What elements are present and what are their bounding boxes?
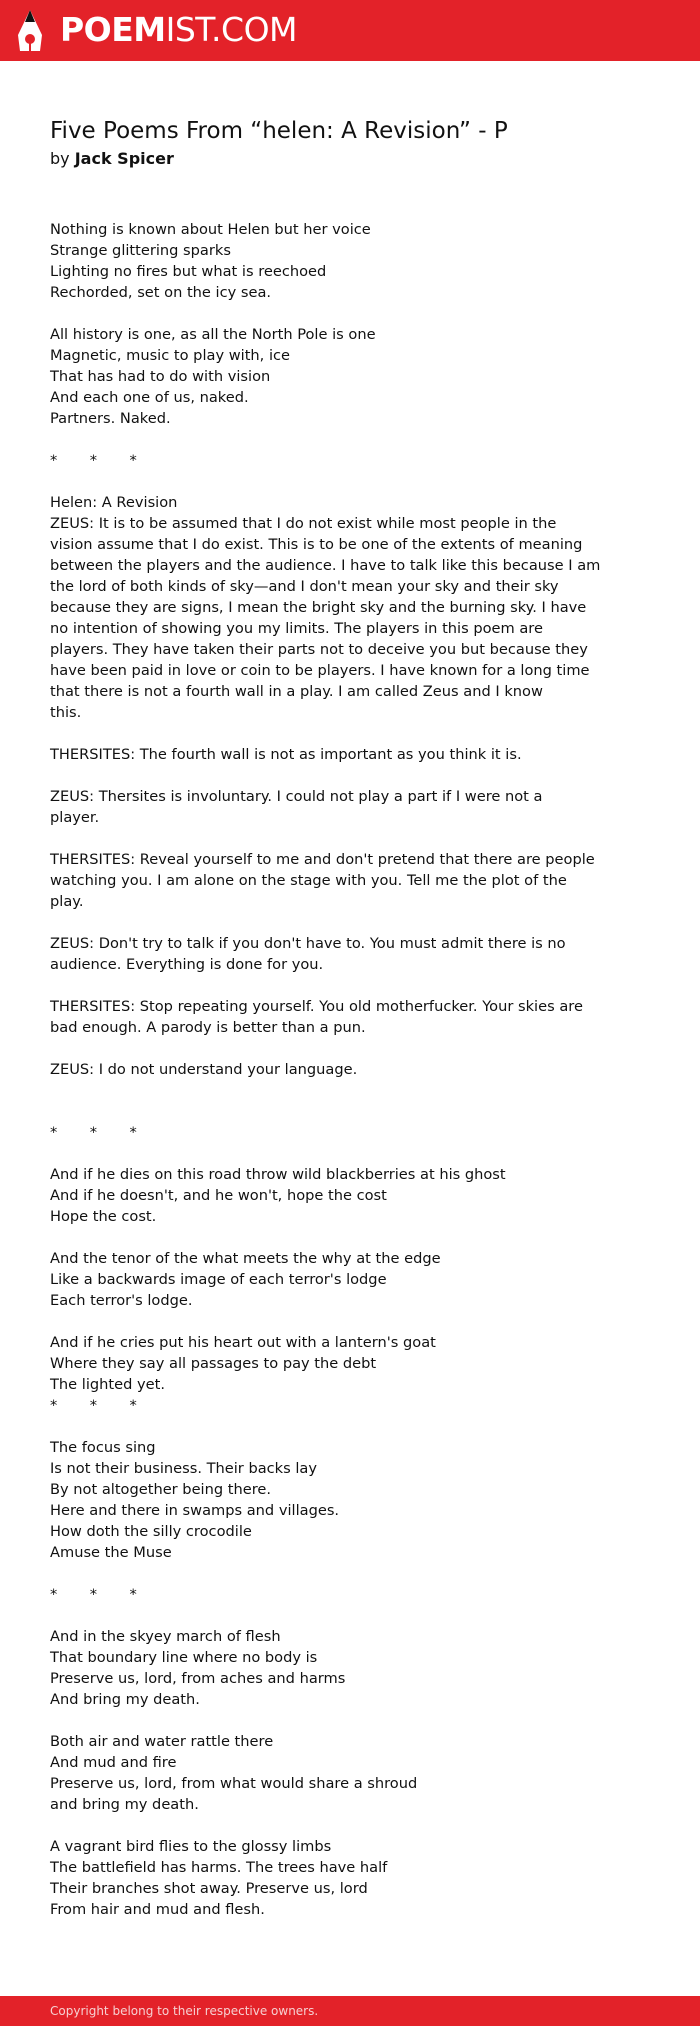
- poem-line: Hope the cost.: [50, 1208, 157, 1225]
- copyright-notice: Copyright belong to their respective owners.: [50, 2004, 319, 2018]
- site-footer: [0, 1996, 700, 2026]
- poem-line: Preserve us, lord, from what would share a shroud: [50, 1775, 418, 1792]
- poem-line: That boundary line where no body is: [50, 1649, 318, 1666]
- poem-line: the lord of both kinds of sky—and I don't mean your sky and their sky: [50, 578, 559, 595]
- poem-line: Here and there in swamps and villages.: [50, 1502, 340, 1519]
- poem-line: THERSITES: Stop repeating yourself. You old motherfucker. Your skies are: [50, 998, 583, 1015]
- pen-nib-logo-icon[interactable]: [17, 9, 43, 52]
- poem-line: Partners. Naked.: [50, 410, 171, 427]
- poem-line: And bring my death.: [50, 1691, 200, 1708]
- poem-line: play.: [50, 893, 84, 910]
- section-divider: * * *: [50, 1397, 137, 1414]
- by-label: by: [50, 149, 70, 168]
- dialogue-block: [50, 1059, 570, 1080]
- author-name[interactable]: Jack Spicer: [74, 149, 174, 168]
- section-divider: * * *: [50, 452, 137, 469]
- poem-line: The focus sing: [50, 1439, 156, 1456]
- poem-line: vision assume that I do exist. This is to be one of the extents of meaning: [50, 536, 583, 553]
- poem-line: this.: [50, 704, 82, 721]
- poem-line: Each terror's lodge.: [50, 1292, 193, 1309]
- poem-line: Rechorded, set on the icy sea.: [50, 284, 272, 301]
- site-header: [0, 0, 700, 61]
- poem-line: players. They have taken their parts not to deceive you but because they: [50, 641, 588, 658]
- dialogue-block: [50, 744, 570, 765]
- poem-line: that there is not a fourth wall in a play. I am called Zeus and I know: [50, 683, 543, 700]
- poem-line: All history is one, as all the North Pole is one: [50, 326, 376, 343]
- poem-line: between the players and the audience. I have to talk like this because I am: [50, 557, 601, 574]
- poem-line: From hair and mud and flesh.: [50, 1901, 265, 1918]
- poem-line: The battlefield has harms. The trees have half: [50, 1859, 388, 1876]
- stanza: [50, 1437, 570, 1563]
- dialogue-block: [50, 849, 595, 912]
- poem-line: THERSITES: Reveal yourself to me and don't pretend that there are people: [50, 851, 595, 868]
- stanza: [50, 1731, 570, 1815]
- poem-line: And mud and fire: [50, 1754, 177, 1771]
- poem-line: By not altogether being there.: [50, 1481, 272, 1498]
- poem-line: Where they say all passages to pay the debt: [50, 1355, 377, 1372]
- poem-line: And in the skyey march of flesh: [50, 1628, 281, 1645]
- logo-bold-text: POEM: [60, 10, 166, 49]
- stanza: [50, 219, 570, 303]
- section-heading: Helen: A Revision: [50, 494, 178, 511]
- poem-line: Magnetic, music to play with, ice: [50, 347, 291, 364]
- section-divider: * * *: [50, 1586, 137, 1603]
- poem-title: Five Poems From “helen: A Revision” - P: [50, 118, 508, 144]
- logo-light-text: IST.COM: [165, 10, 298, 49]
- poem-line: THERSITES: The fourth wall is not as important as you think it is.: [50, 746, 522, 763]
- poem-line: The lighted yet.: [50, 1376, 165, 1393]
- poem-line: bad enough. A parody is better than a pun.: [50, 1019, 366, 1036]
- site-logo[interactable]: [60, 10, 297, 50]
- stanza: [50, 1248, 570, 1311]
- poem-line: Like a backwards image of each terror's lodge: [50, 1271, 387, 1288]
- stanza: [50, 1332, 570, 1395]
- poem-line: And each one of us, naked.: [50, 389, 249, 406]
- poem-body: [50, 219, 601, 1920]
- stanza: [50, 324, 570, 429]
- poem-line: How doth the silly crocodile: [50, 1523, 252, 1540]
- poem-line: have been paid in love or coin to be players. I have known for a long time: [50, 662, 590, 679]
- poem-line: Amuse the Muse: [50, 1544, 172, 1561]
- stanza: [50, 1164, 570, 1227]
- section-divider: * * *: [50, 1124, 137, 1141]
- poem-line: because they are signs, I mean the bright sky and the burning sky. I have: [50, 599, 587, 616]
- byline: [50, 148, 174, 170]
- poem-line: player.: [50, 809, 100, 826]
- poem-line: no intention of showing you my limits. The players in this poem are: [50, 620, 543, 637]
- poem-line: ZEUS: Thersites is involuntary. I could not play a part if I were not a: [50, 788, 543, 805]
- dialogue-block: [50, 513, 601, 723]
- poem-line: A vagrant bird flies to the glossy limbs: [50, 1838, 332, 1855]
- poem-line: Preserve us, lord, from aches and harms: [50, 1670, 346, 1687]
- poem-line: Is not their business. Their backs lay: [50, 1460, 318, 1477]
- poem-line: Strange glittering sparks: [50, 242, 231, 259]
- stanza: [50, 1836, 570, 1920]
- poem-line: audience. Everything is done for you.: [50, 956, 324, 973]
- poem-line: And if he cries put his heart out with a lantern's goat: [50, 1334, 436, 1351]
- dialogue-block: [50, 786, 570, 828]
- poem-line: Nothing is known about Helen but her voice: [50, 221, 371, 238]
- poem-line: ZEUS: I do not understand your language.: [50, 1061, 358, 1078]
- poem-line: ZEUS: It is to be assumed that I do not exist while most people in the: [50, 515, 557, 532]
- stanza: [50, 1626, 570, 1710]
- poem-line: And if he doesn't, and he won't, hope the cost: [50, 1187, 387, 1204]
- dialogue-block: [50, 933, 570, 975]
- poem-line: Lighting no fires but what is reechoed: [50, 263, 327, 280]
- poem-line: And the tenor of the what meets the why at the edge: [50, 1250, 441, 1267]
- poem-line: Their branches shot away. Preserve us, lord: [50, 1880, 368, 1897]
- poem-line: ZEUS: Don't try to talk if you don't have to. You must admit there is no: [50, 935, 566, 952]
- poem-line: And if he dies on this road throw wild blackberries at his ghost: [50, 1166, 506, 1183]
- poem-line: Both air and water rattle there: [50, 1733, 274, 1750]
- poem-line: watching you. I am alone on the stage with you. Tell me the plot of the: [50, 872, 567, 889]
- dialogue-block: [50, 996, 583, 1038]
- poem-line: and bring my death.: [50, 1796, 199, 1813]
- poem-line: That has had to do with vision: [50, 368, 271, 385]
